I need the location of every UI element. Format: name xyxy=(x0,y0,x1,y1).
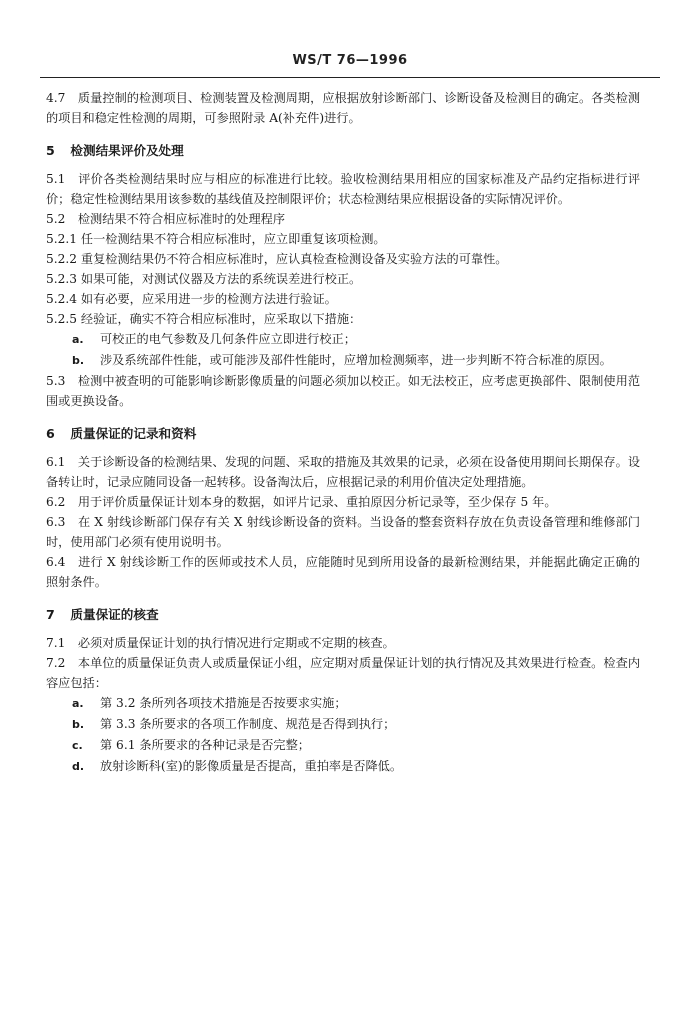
clause-text: 在 X 射线诊断部门保存有关 X 射线诊断设备的资料。当设备的整套资料存放在负责设备管理和维修部门时，使用部门必须有使用说明书。 xyxy=(46,515,641,549)
clause-text: 本单位的质量保证负责人或质量保证小组，应定期对质量保证计划的执行情况及其效果进行检查。检查内容应包括： xyxy=(46,656,641,690)
clause-text: 评价各类检测结果时应与相应的标准进行比较。验收检测结果用相应的国家标准及产品约定指标进行评价；稳定性检测结果用该参数的基线值及控制限评价；状态检测结果应根据设备的实际情况评价。 xyxy=(46,172,641,206)
clause-paragraph xyxy=(46,452,640,492)
clause-number: 5.2.5 xyxy=(46,312,78,326)
clause-paragraph xyxy=(46,289,640,309)
clause-paragraph xyxy=(46,492,640,512)
clause-paragraph xyxy=(46,229,640,249)
list-item-letter: d. xyxy=(72,760,85,773)
clause-text: 进行 X 射线诊断工作的医师或技术人员，应能随时见到所用设备的最新检测结果，并能据此确定正确的照射条件。 xyxy=(46,555,640,589)
clause-number: 5.2 xyxy=(46,212,66,226)
clause-paragraph xyxy=(46,169,640,209)
clause-paragraph xyxy=(46,209,640,229)
header-divider xyxy=(40,77,660,78)
clause-text: 如有必要，应采用进一步的检测方法进行验证。 xyxy=(80,292,337,306)
clause-number: 5.2.1 xyxy=(46,232,78,246)
list-item-text: 放射诊断科(室)的影像质量是否提高，重拍率是否降低。 xyxy=(100,759,403,773)
clause-text: 任一检测结果不符合相应标准时，应立即重复该项检测。 xyxy=(80,232,386,246)
list-item xyxy=(46,714,640,735)
clause-number: 7.1 xyxy=(46,636,66,650)
list-item xyxy=(46,735,640,756)
clause-number: 6.2 xyxy=(46,495,66,509)
section-number: 6 xyxy=(46,426,55,441)
clause-paragraph xyxy=(46,88,640,128)
clause-number: 6.3 xyxy=(46,515,66,529)
list-item-letter: a. xyxy=(72,333,84,346)
clause-text: 关于诊断设备的检测结果、发现的问题、采取的措施及其效果的记录，必须在设备使用期间长期保存。设备转让时，记录应随同设备一起转移。设备淘汰后，应根据记录的利用价值决定处理措施。 xyxy=(46,455,641,489)
clause-number: 5.2.4 xyxy=(46,292,78,306)
clause-text: 检测中被查明的可能影响诊断影像质量的问题必须加以校正。如无法校正，应考虑更换部件、限制使用范围或更换设备。 xyxy=(46,374,641,408)
list-item-letter: b. xyxy=(72,354,85,367)
clause-number: 6.1 xyxy=(46,455,66,469)
clause-text: 质量控制的检测项目、检测装置及检测周期，应根据放射诊断部门、诊断设备及检测目的确定。各类检测的项目和稳定性检测的周期，可参照附录 A(补充件)进行。 xyxy=(46,91,641,125)
clause-paragraph xyxy=(46,512,640,552)
clause-number: 5.1 xyxy=(46,172,66,186)
clause-number: 5.3 xyxy=(46,374,66,388)
clause-text: 经验证，确实不符合相应标准时，应采取以下措施： xyxy=(80,312,362,326)
list-item xyxy=(46,329,640,350)
list-item-text: 涉及系统部件性能，或可能涉及部件性能时，应增加检测频率，进一步判断不符合标准的原因。 xyxy=(100,353,612,367)
clause-text: 检测结果不符合相应标准时的处理程序 xyxy=(77,212,286,226)
list-item-text: 第 3.2 条所列各项技术措施是否按要求实施； xyxy=(100,696,347,710)
list-item-text: 第 6.1 条所要求的各种记录是否完整； xyxy=(100,738,310,752)
list-item xyxy=(46,693,640,714)
clause-paragraph xyxy=(46,633,640,653)
clause-paragraph xyxy=(46,309,640,329)
clause-number: 5.2.2 xyxy=(46,252,78,266)
document-body xyxy=(46,88,640,777)
section-heading xyxy=(46,424,640,444)
clause-text: 用于评价质量保证计划本身的数据，如评片记录、重拍原因分析记录等，至少保存 5 年。 xyxy=(77,495,557,509)
list-item-letter: a. xyxy=(72,697,84,710)
clause-paragraph xyxy=(46,653,640,693)
section-heading xyxy=(46,141,640,161)
list-item-letter: c. xyxy=(72,739,83,752)
list-item-text: 第 3.3 条所要求的各项工作制度、规范是否得到执行； xyxy=(100,717,396,731)
list-item-text: 可校正的电气参数及几何条件应立即进行校正； xyxy=(100,332,356,346)
clause-paragraph xyxy=(46,269,640,289)
clause-text: 如果可能，对测试仪器及方法的系统误差进行校正。 xyxy=(80,272,362,286)
clause-paragraph xyxy=(46,249,640,269)
section-number: 7 xyxy=(46,607,55,622)
list-item xyxy=(46,350,640,371)
section-title-text: 质量保证的核查 xyxy=(70,607,159,622)
section-title-text: 检测结果评价及处理 xyxy=(70,143,184,158)
clause-paragraph xyxy=(46,552,640,592)
section-title-text: 质量保证的记录和资料 xyxy=(70,426,197,441)
section-heading xyxy=(46,605,640,625)
clause-number: 6.4 xyxy=(46,555,66,569)
list-item xyxy=(46,756,640,777)
clause-number: 4.7 xyxy=(46,91,66,105)
clause-paragraph xyxy=(46,371,640,411)
standard-code-header: WS/T 76—1996 xyxy=(292,53,408,68)
section-number: 5 xyxy=(46,143,55,158)
clause-text: 必须对质量保证计划的执行情况进行定期或不定期的核查。 xyxy=(77,636,395,650)
clause-number: 7.2 xyxy=(46,656,66,670)
clause-text: 重复检测结果仍不符合相应标准时，应认真检查检测设备及实验方法的可靠性。 xyxy=(80,252,508,266)
clause-number: 5.2.3 xyxy=(46,272,78,286)
list-item-letter: b. xyxy=(72,718,85,731)
